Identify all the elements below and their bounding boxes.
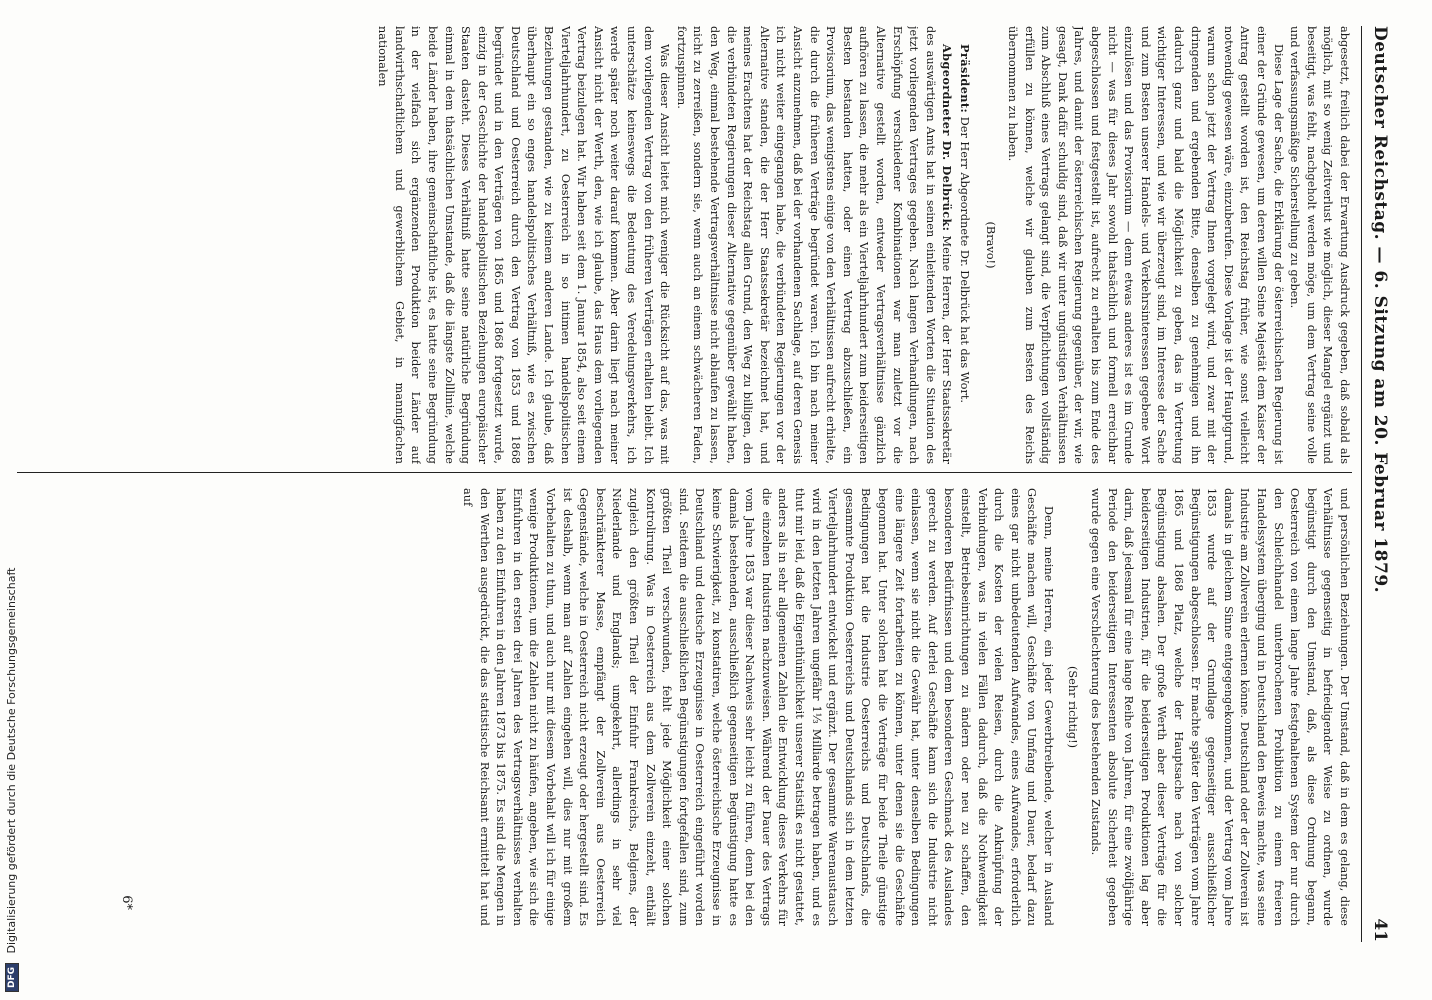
- stage-direction: (Sehr richtig!): [1066, 665, 1080, 749]
- paragraph: abgesetzt, freilich dabei der Erwartung Ausdruck gegeben, daß sobald als möglich, mit so wenig Zeitverlust wie möglich, dieser Mangel ergänzt und beseitigt, was fehlt, nachgeholt werden möge, um dem Vertrag seine volle und verfassungsmäßige Sicherstellung zu geben.: [1288, 26, 1351, 464]
- page-number: 41: [1370, 918, 1390, 942]
- page-header: [1366, 26, 1394, 942]
- paragraph: Denn, meine Herren, ein jeder Gewerbtreibende, welcher in Ausland Geschäfte machen will, Geschäfte von Umfang und Dauer, bedarf dazu eines gar nicht unbedeutenden Aufwandes, eines Aufwandes, erforderlich durch die Kosten der vielen Reisen, durch die Anknüpfung der Verbindungen, was in vielen Fällen dadurch, daß die Nothwendigkeit einstellt, Betriebseinrichtungen zu ändern oder neu zu schaffen, den besonderen Bedürfnissen und dem besonderen Geschmack des Auslandes gerecht zu werden. Auf derlei Geschäfte kann sich die Industrie nicht einlassen, wenn sie nicht die Gewähr hat, unter denselben Bedingungen eine längere Zeit fortarbeiten zu können, unter denen sie die Geschäfte begonnen hat. Unter solchen hat die Verträge für beide Theile günstige Bedingungen hat die Industrie Oesterreichs und Deutschlands, die gesammte Produktion Oesterreichs und Deutschlands sich in dem letzten Vierteljahrhundert entwickelt und ergänzt. Der gesammte Warenaustausch wird in den letzten Jahren ungefähr 1⅓ Milliarde betragen haben, und es thut mir leid, daß die Eigenthümlichkeit unserer Statistik es nicht gestattet, anders als in sehr allgemeinen Zahlen die Entwicklung dieses Verkehrs für die einzelnen Industrien nachzuweisen. Während der Dauer des Vertrags vom Jahre 1853 war dieser Nachweis sehr leicht zu führen, denn bei den damals bestehenden, ausschließlich gegenseitigen Begünstigung hatte es keine Schwierigkeit, zu konstatiren, welche österreichische Erzeugnisse in Deutschland und deutsche Erzeugnisse in Oesterreich eingeführt worden sind. Seitdem die ausschließlichen Begünstigungen fortgefallen sind, zum größten Theil verschwunden, fehlt jede Möglichkeit einer solchen Kontrolirung. Was in Oesterreich aus dem Zollverein einzeht, enthält zugleich den größten Theil der Einfuhr Frankreichs, Belgiens, der Niederlande und Englands; umgekehrt, allerdings in sehr viel beschränkterer Masse, empfängt der Zollverein aus Oesterreich Gegenstände, welche in Oesterreich nicht erzeugt oder hergestellt sind. Es ist deshalb, wenn man auf Zahlen eingehen will, dies nur mit großem Vorbehalten zu thun, und auch nur mit diesem Vorbehalt will ich für einige wenige Produktionen, um die Zahlen nicht zu häufen, angeben, wie sich die Einfuhren in den ersten drei Jahren des Vertragsverhältnisses verhalten haben zu den Einfuhren in den Jahren 1873 bis 1875. Es sind die Mengen in den Werthen ausgedrückt, die das statistische Reichsamt ermittelt hat und auf: [461, 488, 1055, 926]
- stage-direction: (Bravo!): [983, 221, 997, 269]
- header-rule: [1361, 26, 1362, 942]
- column-divider: [17, 472, 1352, 473]
- speaker-name: Präsident:: [957, 44, 972, 114]
- paragraph: Diese Lage der Sache, die Erklärung der österreichischen Regierung ist einer der Gründe gewesen, um deren willen Seine Majestät dem Kaiser der Antrag gestellt worden ist, den Reichstag früher, wie sonst vielleicht notwendig gewesen wäre, einzuberufen. Diese Vorlage ist der Hauptgrund, warum schon jetzt der Vertrag Ihnen vorgelegt wird, und zwar mit der dringenden und ergebenden Bitte, denselben zu genehmigen und ihn dadurch ganz und bald die Möglichkeit zu geben, das in Vertretung wichtiger Interessen, und wie wir überzeugt sind, im Interesse der Sache und zum Besten unserer Handels- und Verkehrsinteressen gegebene Wort einzulösen und das Provisorium — denn etwas anderes ist es im Grunde nicht — was für dieses Jahr sowohl thatsächlich und formell erreichbar abgeschlossen und festgestellt ist, aufrecht zu erhalten bis zum Ende des Jahres, und damit der österreichischen Regierung gegenüber, der wir, wie gesagt, Dank dafür schuldig sind, daß wir unter ungünstigen Verhältnissen zum Abschluß eines Vertrags gelangt sind, die Verpflichtungen vollständig erfüllen zu können, welche wir glauben zum Besten des Reichs übernommen zu haben.: [1006, 26, 1285, 464]
- paragraph-text: Meine Herren, der Herr Staatssekretär des auswärtigen Amts hat in seinen einleitenden Worten die Situation des jetzt vorliegenden Vertrages gegeben. Nach langen Verhandlungen, nach Erschöpfung verschiedener Kombinationen war man zuletzt vor die Alternative gestellt worden, entweder Vertragsverhältnisse gänzlich aufhören zu lassen, die mehr als ein Vierteljahrhundert zum beiderseitigen Besten bestanden hatten, oder einen Vertrag abzuschließen, ein Provisorium, das wenigstens einige von den Verhältnissen aufrecht erhielte, die durch die früheren Verträge begründet waren. Ich bin nach meiner Ansicht anzunehmen, daß bei der vorhandenen Sachlage, auf deren Genesis ich nicht weiter eingegangen habe, die verbündeten Regierungen vor der Alternative standen, die der Herr Staatssekretär bezeichnet hat, und meines Erachtens hat der Reichstag allen Grund, den Weg zu billigen, den die verbündeten Regierungen dieser Alternative gegenüber gewählt haben, den Weg, einmal bestehende Vertragsverhältnisse nicht ablaufen zu lassen, nicht zu zerreißen, sondern sie, wenn auch an einem schwächeren Faden, fortzuspinnen.: [674, 26, 954, 464]
- left-column: [0, 26, 1352, 464]
- signature-mark: 6*: [119, 895, 134, 910]
- credit-text: Digitalisierung gefördert durch die Deutsche Forschungsgemeinschaft: [5, 567, 18, 954]
- paragraph-text: Der Herr Abgeordnete Dr. Delbrück hat das Wort.: [957, 116, 971, 403]
- right-column: [0, 488, 1352, 926]
- running-title: Deutscher Reichstag. — 6. Sitzung am 20. Februar 1879.: [1370, 26, 1390, 594]
- paragraph: und persönlichen Beziehungen. Der Umstand, daß in dem es gelang, diese Verhältnisse gegenseitig in befriedigender Weise zu ordnen, wurde begünstigt durch den Umstand, daß, als diese Ordnung begann, Oesterreich von einem lange Jahre festgehaltenen System der nur durch den Schleichhandel unterbrochenen Prohibition zu einem freieren Handelssystem überging und in Deutschland den Beweis machte, was seine Industrie am Zollverein erlernen könne. Deutschland oder der Zollverein ist damals in gleichem Sinne entgegengekommen, und der Vertrag vom Jahre 1853 wurde auf der Grundlage gegenseitiger ausschließlicher Begünstigungen abgeschlossen. Er machte später den Verträgen vom Jahre 1865 und 1868 Platz, welche der Hauptsache nach von solcher Begünstigung absahen. Der große Werth aber dieser Verträge für die beiderseitigen Industrien, für die beiderseitigen Produktionen lag aber darin, daß jedesmal für eine lange Reihe von Jahren, für eine zwölfjährige Periode den beiderseitigen Interessenten absolute Sicherheit gegeben wurde gegen eine Verschlechterung des bestehenden Zustands.: [1089, 488, 1351, 926]
- digitization-credit: [0, 0, 24, 1000]
- paragraph: Was dieser Ansicht leitet mich weniger die Rücksicht auf das, was mit dem vorliegenden Vertrag von den früheren Verträgen erhalten bleibt. Ich unterschätze keineswegs die Bedeutung des Veredelungsverkehrs, ich werde später noch weiter darauf kommen. Aber darin liegt nach meiner Ansicht nicht der Werth, den, wie ich glaube, das Haus dem vorliegenden Vertrag beizulegen hat. Wir haben seit dem 1. Januar 1854, also seit einem Vierteljahrhundert, zu Oesterreich in so intimen handelspolitischen Beziehungen gestanden, wie zu keinem anderen Lande. Ich glaube, daß überhaupt ein so enges handelspolitisches Verhältniß, wie es zwischen Deutschland und Oesterreich durch den Vertrag von 1853 und 1868 begründet und in den Verträgen von 1865 und 1868 fortgesetzt wurde, einzig in der Geschichte der handelspolitischen Beziehungen europäischer Staaten dasteht. Dieses Verhältniß hatte seine natürliche Begründung einmal in dem thatsächlichen Umstande, daß die längste Zolllinie, welche beide Länder haben, ihre gemeinschaftliche ist, es hatte seine Begründung in der vielfach sich ergänzenden Produktion beider Länder auf landwirthschaftlichem und gewerblichem Gebiet, in mannigfachen nationalen: [376, 26, 672, 464]
- speaker-name: Abgeordneter Dr. Delbrück:: [940, 44, 955, 232]
- dfg-logo-icon: DFG: [5, 963, 19, 992]
